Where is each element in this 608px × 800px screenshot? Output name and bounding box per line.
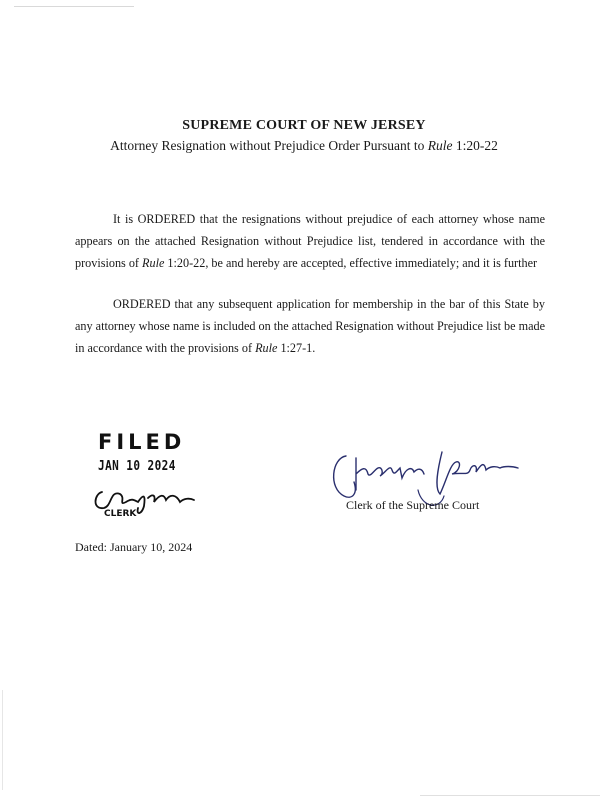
para2-text-a: ORDERED that any subsequent application for membership in the bar of this State by any attorney whose name is included on the attached Resignation without Prejudice list be made in accordance with the provisions of — [75, 297, 545, 355]
order-paragraph-2 — [75, 293, 545, 359]
dated-line: Dated: January 10, 2024 — [75, 540, 193, 554]
para2-text-b: 1:27-1. — [277, 341, 316, 355]
stamp-date: JAN 10 2024 — [98, 458, 176, 474]
para1-rule: Rule — [142, 256, 165, 270]
para1-text-a: It is ORDERED that the resignations without prejudice of each attorney whose name appears on the attached Resignation without Prejudice list, tendered in accordance with the provisions of — [75, 212, 545, 270]
stamp-clerk-label: CLERK — [104, 509, 137, 519]
para1-text-b: 1:20-22, be and hereby are accepted, effective immediately; and it is further — [164, 256, 538, 270]
stamp-filed-label: FILED — [98, 430, 186, 454]
filed-stamp — [98, 430, 208, 519]
scan-artifact-top — [14, 6, 134, 7]
order-paragraph-1 — [75, 208, 545, 274]
para2-rule: Rule — [255, 341, 278, 355]
clerk-title: Clerk of the Supreme Court — [346, 498, 480, 512]
subtitle-text: Attorney Resignation without Prejudice Order Pursuant to — [110, 138, 428, 153]
document-header — [0, 118, 608, 154]
scan-artifact-bottom — [420, 795, 600, 796]
scan-artifact-left — [2, 690, 3, 790]
subtitle-rule: Rule — [427, 138, 453, 153]
subtitle-rule-number: 1:20-22 — [455, 138, 498, 153]
court-title: SUPREME COURT OF NEW JERSEY — [182, 118, 426, 133]
stamp-clerk-signature — [90, 480, 200, 520]
order-subtitle — [0, 138, 608, 154]
